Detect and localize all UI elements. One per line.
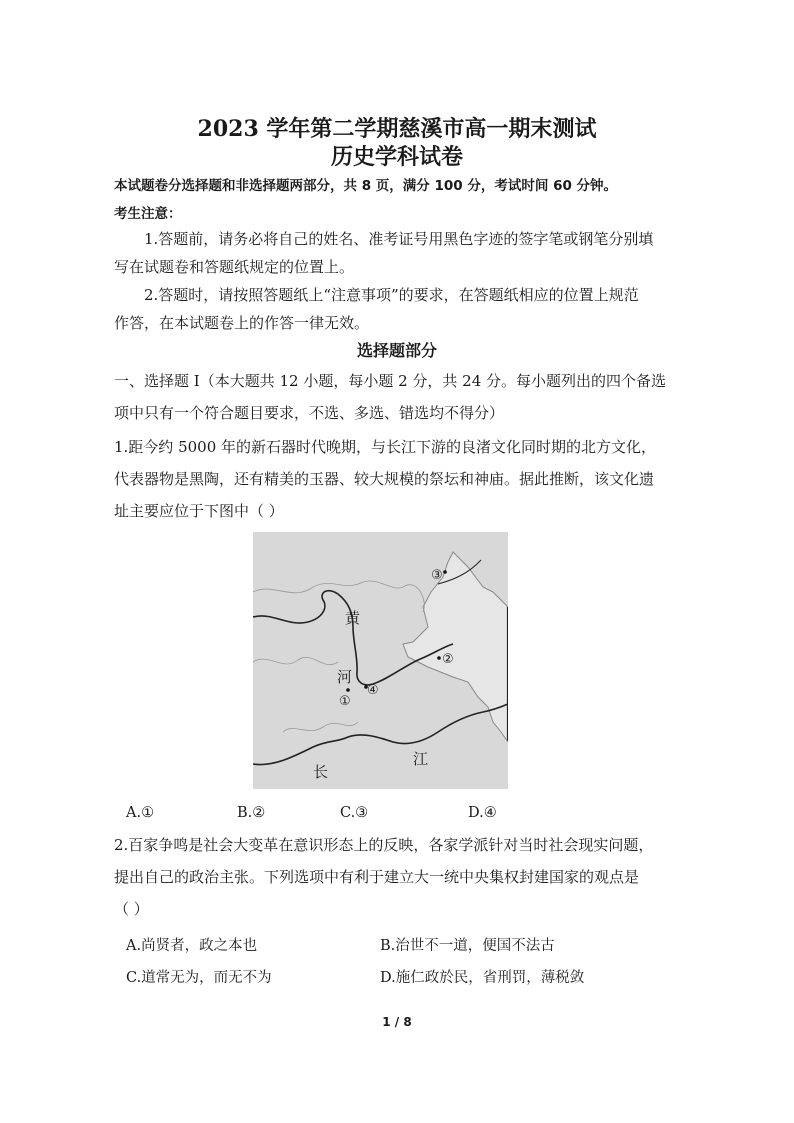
q1-option-a[interactable]: A.① — [126, 805, 155, 821]
yangtze-label-2: 江 — [413, 750, 429, 768]
q1-line1: 1.距今约 5000 年的新石器时代晚期，与长江下游的良渚文化同时期的北方文化， — [114, 438, 657, 456]
notice-heading: 考生注意： — [114, 206, 182, 222]
marker-3-label: ③ — [431, 568, 443, 583]
q1-line2: 代表器物是黑陶，还有精美的玉器、较大规模的祭坛和神庙。据此推断，该文化遗 — [114, 470, 655, 488]
q1-line3: 址主要应位于下图中（ ） — [114, 502, 284, 520]
site-1-dot — [346, 688, 350, 692]
notice-item1-line1: 1.答题前，请务必将自己的姓名、准考证号用黑色字迹的签字笔或钢笔分别填 — [144, 230, 654, 248]
site-3-dot — [443, 570, 447, 574]
q2-line3: （ ） — [114, 900, 149, 918]
part1-line1: 一、选择题 I（本大题共 12 小题，每小题 2 分，共 24 分。每小题列出的四个备选 — [114, 372, 667, 390]
part1-line2: 项中只有一个符合题目要求，不选、多选、错选均不得分） — [114, 404, 505, 422]
site-2-dot — [437, 656, 441, 660]
notice-item2-line1: 2.答题时，请按照答题纸上“注意事项”的要求，在答题纸相应的位置上规范 — [144, 286, 639, 304]
marker-2-label: ② — [442, 652, 454, 667]
q1-option-d[interactable]: D.④ — [468, 805, 497, 821]
q2-line2: 提出自己的政治主张。下列选项中有利于建立大一统中央集权封建国家的观点是 — [114, 868, 640, 886]
yangtze-label-1: 长 — [313, 763, 329, 781]
section-title: 选择题部分 — [356, 341, 437, 360]
notice-item1-line2: 写在试题卷和答题纸规定的位置上。 — [114, 258, 355, 276]
q2-option-a[interactable]: A.尚贤者，政之本也 — [126, 938, 258, 954]
marker-1-label: ① — [339, 694, 351, 709]
yellow-river-label-1: 黄 — [345, 609, 361, 627]
q2-option-b[interactable]: B.治世不一道，便国不法古 — [380, 938, 555, 954]
exam-title-line1: 2023 学年第二学期慈溪市高一期末测试 — [197, 116, 597, 142]
exam-intro: 本试题卷分选择题和非选择题两部分，共 8 页，满分 100 分，考试时间 60 分钟。 — [114, 178, 618, 194]
q1-map — [253, 532, 508, 789]
page-number: 1 / 8 — [382, 1015, 412, 1029]
q2-option-d[interactable]: D.施仁政於民，省刑罚，薄税敛 — [380, 970, 585, 986]
q1-option-c[interactable]: C.③ — [340, 805, 369, 821]
q2-line1: 2.百家争鸣是社会大变革在意识形态上的反映，各家学派针对当时社会现实问题， — [114, 836, 654, 854]
q1-option-b[interactable]: B.② — [237, 805, 266, 821]
q2-option-c[interactable]: C.道常无为，而无不为 — [126, 970, 272, 986]
notice-item2-line2: 作答，在本试题卷上的作答一律无效。 — [114, 314, 370, 332]
exam-title-line2: 历史学科试卷 — [330, 144, 463, 170]
marker-4-label: ④ — [367, 683, 379, 698]
yellow-river-label-2: 河 — [337, 668, 353, 686]
